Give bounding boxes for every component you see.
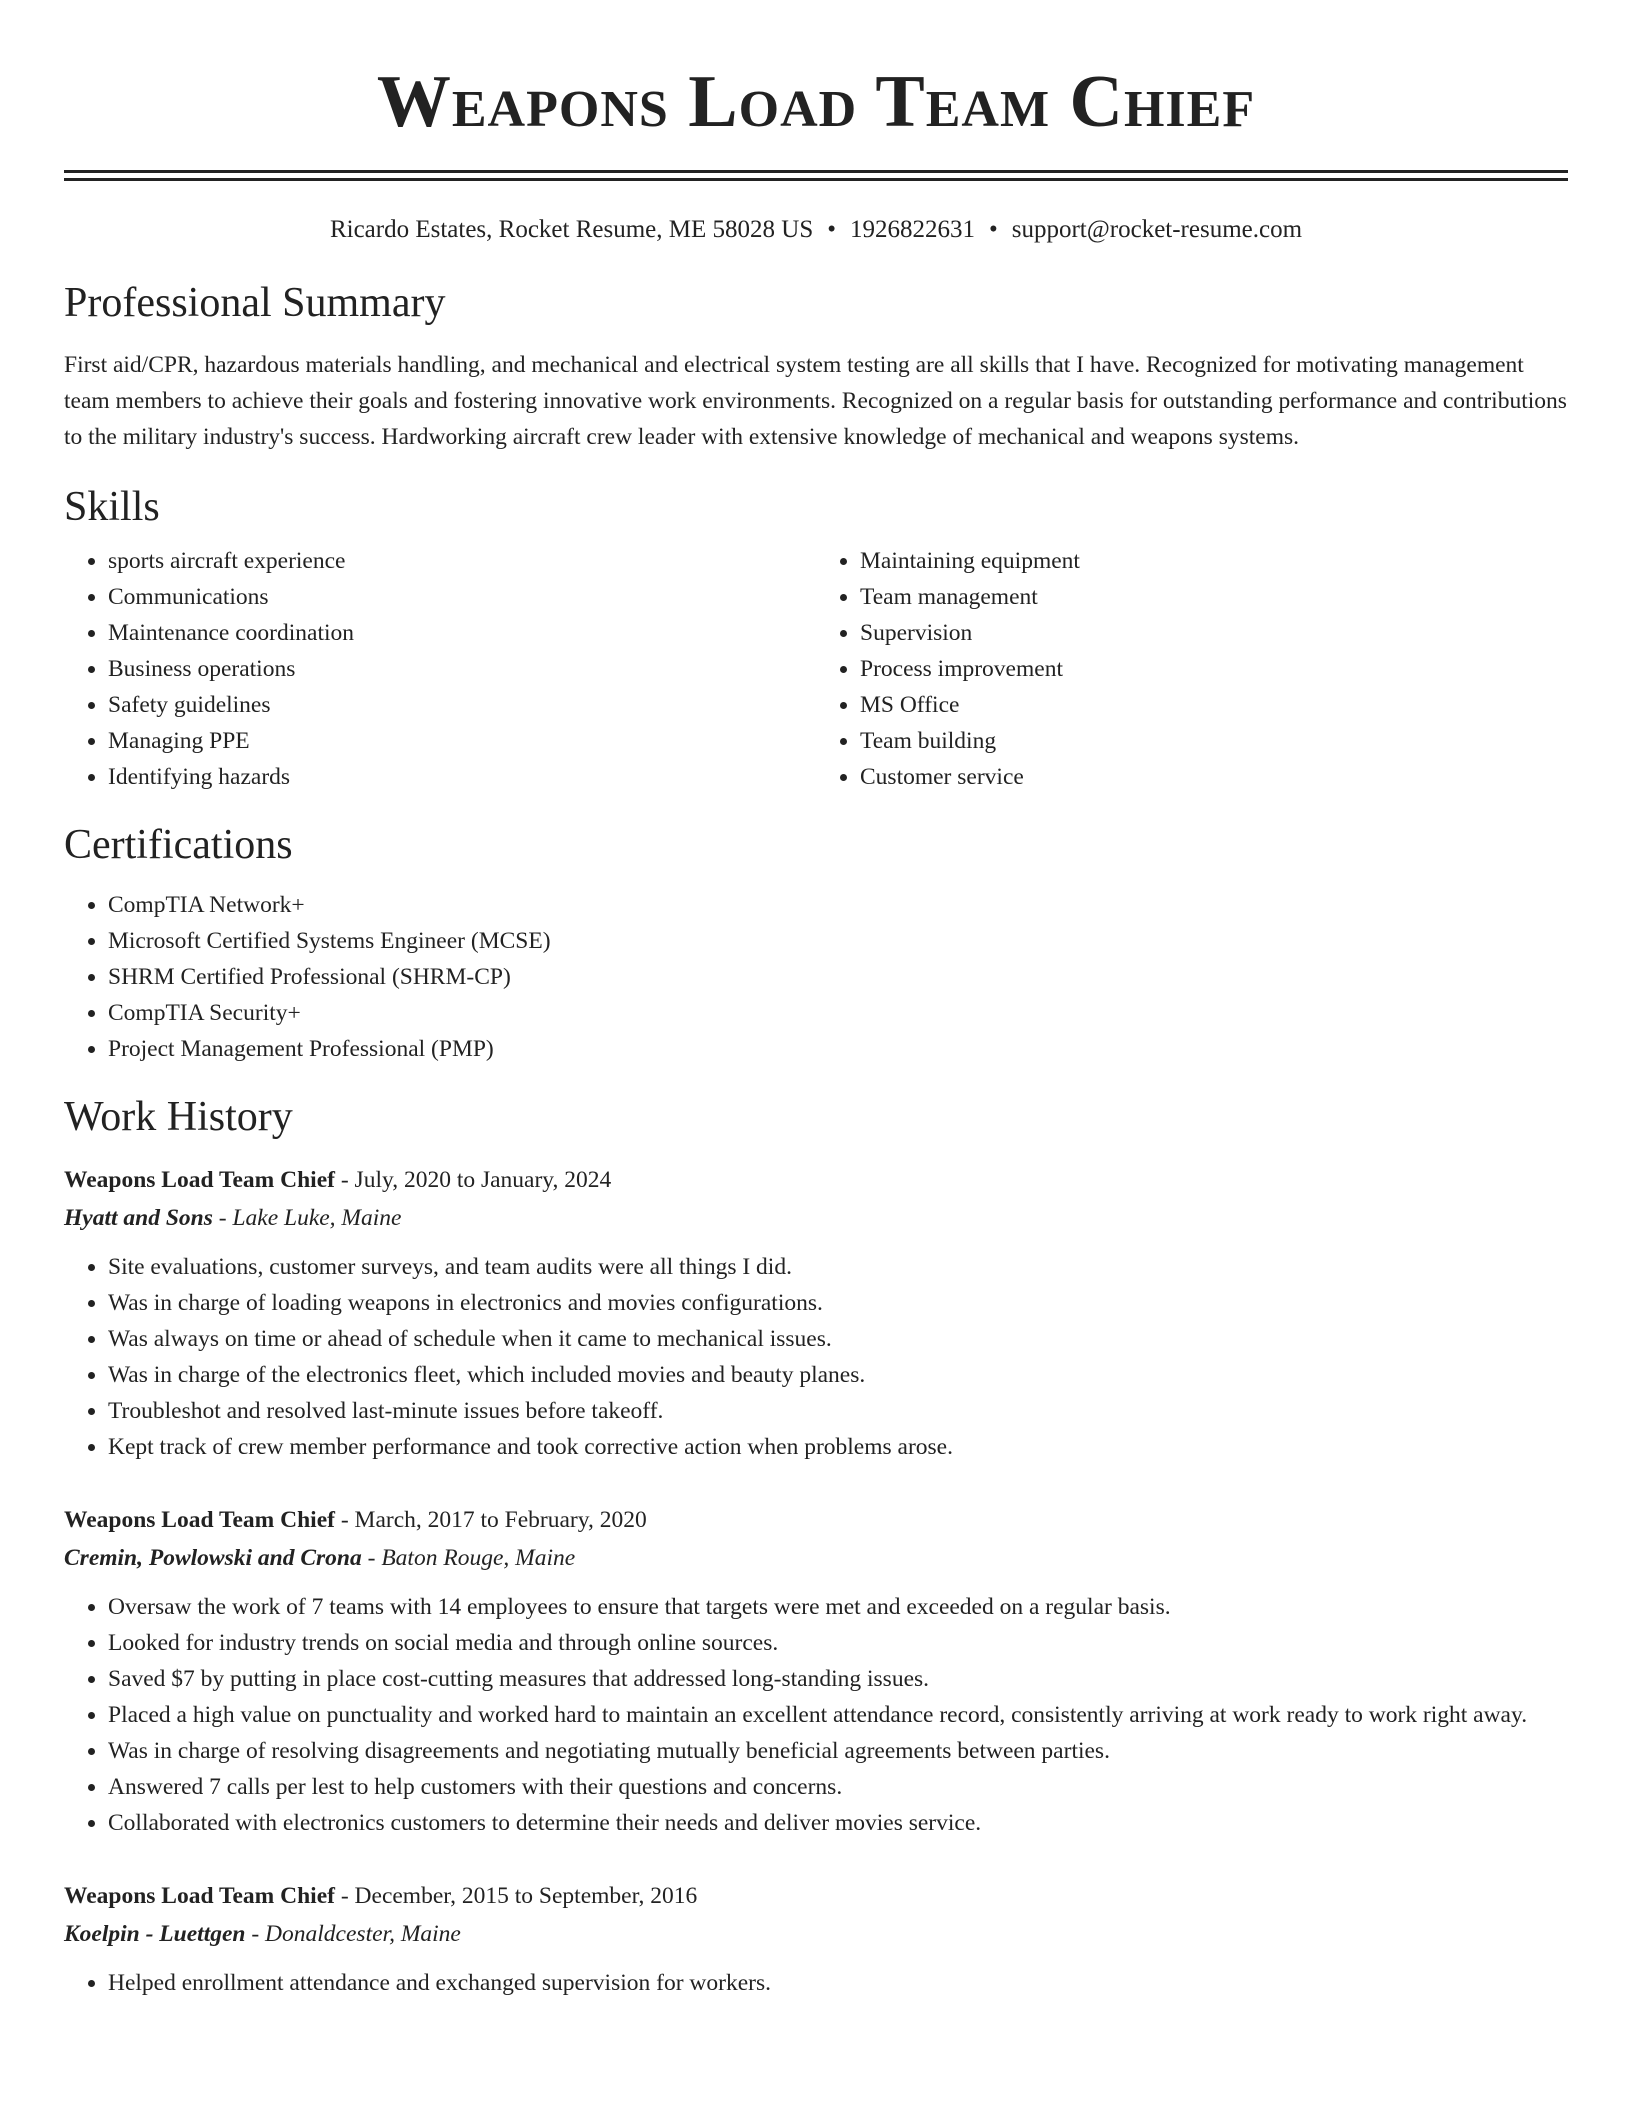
job-bullet: • Was in charge of the electronics fleet, which included movies and beauty planes.	[108, 1357, 1568, 1393]
job-bullet: • Oversaw the work of 7 teams with 14 employees to ensure that targets were met and exceeded on a regular basis.	[108, 1589, 1568, 1625]
certification-item: • SHRM Certified Professional (SHRM-CP)	[108, 959, 1568, 995]
job-title: Weapons Load Team Chief	[64, 1167, 335, 1193]
job-bullet: • Answered 7 calls per lest to help customers with their questions and concerns.	[108, 1769, 1568, 1805]
job-location: - Lake Luke, Maine	[212, 1205, 402, 1231]
certification-item: • CompTIA Network+	[108, 887, 1568, 923]
job-bullet: • Helped enrollment attendance and exchanged supervision for workers.	[108, 1965, 1568, 2001]
skills-grid	[64, 543, 1568, 795]
summary-heading: Professional Summary	[64, 280, 446, 326]
skill-item: • sports aircraft experience	[108, 543, 816, 579]
job-company-line	[64, 1915, 1568, 1953]
contact-separator: •	[827, 216, 836, 243]
job-dates: - July, 2020 to January, 2024	[334, 1167, 612, 1193]
summary-text: First aid/CPR, hazardous materials handling, and mechanical and electrical system testing are all skills that I have. Recognized for motivating management team members to achieve their goals and fostering innovative work environments. Recognized on a regular basis for outstanding performance and contributions to the military industry's success. Hardworking aircraft crew leader with extensive knowledge of mechanical and weapons systems.	[64, 352, 1567, 450]
job-entry	[64, 1877, 1568, 2001]
job-bullet: • Was in charge of loading weapons in electronics and movies configurations.	[108, 1285, 1568, 1321]
job-bullets	[64, 1965, 1568, 2001]
skills-list-left	[64, 543, 816, 795]
header-divider-bottom	[64, 178, 1568, 181]
contact-line	[64, 215, 1568, 245]
certification-item: • CompTIA Security+	[108, 995, 1568, 1031]
job-bullet: • Looked for industry trends on social media and through online sources.	[108, 1625, 1568, 1661]
skill-item: • Managing PPE	[108, 723, 816, 759]
resume-title: Weapons Load Team Chief	[376, 61, 1256, 143]
job-bullet: • Saved $7 by putting in place cost-cutting measures that addressed long-standing issues.	[108, 1661, 1568, 1697]
job-location: - Baton Rouge, Maine	[361, 1545, 576, 1571]
job-bullets	[64, 1589, 1568, 1841]
skill-item: • Maintaining equipment	[860, 543, 1568, 579]
certifications-heading: Certifications	[64, 822, 293, 868]
job-bullet: • Placed a high value on punctuality and worked hard to maintain an excellent attendance record, consistently arriving at work ready to work right away.	[108, 1697, 1568, 1733]
job-bullet: • Was always on time or ahead of schedule when it came to mechanical issues.	[108, 1321, 1568, 1357]
certifications-list	[64, 887, 1568, 1067]
job-company: Koelpin - Luettgen	[64, 1921, 246, 1947]
job-company-line	[64, 1539, 1568, 1577]
contact-separator: •	[988, 216, 998, 243]
job-title: Weapons Load Team Chief	[64, 1883, 335, 1909]
skill-item: • Business operations	[108, 651, 816, 687]
skill-item: • Process improvement	[860, 651, 1568, 687]
contact-phone: 1926822631	[849, 216, 975, 243]
skill-item: • Team building	[860, 723, 1568, 759]
job-bullet: • Site evaluations, customer surveys, and team audits were all things I did.	[108, 1249, 1568, 1285]
skill-item: • Safety guidelines	[108, 687, 816, 723]
skill-item: • Team management	[860, 579, 1568, 615]
certification-item: • Microsoft Certified Systems Engineer (MCSE)	[108, 923, 1568, 959]
job-entry	[64, 1161, 1568, 1465]
job-company: Hyatt and Sons	[64, 1205, 213, 1231]
job-bullet: • Collaborated with electronics customers to determine their needs and deliver movies service.	[108, 1805, 1568, 1841]
job-bullets	[64, 1249, 1568, 1465]
header-divider-top	[64, 170, 1568, 173]
job-title: Weapons Load Team Chief	[64, 1507, 335, 1533]
job-company: Cremin, Powlowski and Crona	[64, 1545, 362, 1571]
job-title-line	[64, 1877, 1568, 1915]
work-history-heading: Work History	[64, 1094, 293, 1140]
contact-address: Ricardo Estates, Rocket Resume, ME 58028 US	[329, 216, 814, 243]
job-bullet: • Kept track of crew member performance and took corrective action when problems arose.	[108, 1429, 1568, 1465]
skill-item: • Identifying hazards	[108, 759, 816, 795]
job-location: - Donaldcester, Maine	[245, 1921, 461, 1947]
skill-item: • MS Office	[860, 687, 1568, 723]
skill-item: • Maintenance coordination	[108, 615, 816, 651]
job-company-line	[64, 1199, 1568, 1237]
skill-item: • Communications	[108, 579, 816, 615]
skill-item: • Supervision	[860, 615, 1568, 651]
skills-list-right	[816, 543, 1568, 795]
job-title-line	[64, 1501, 1568, 1539]
job-title-line	[64, 1161, 1568, 1199]
job-dates: - March, 2017 to February, 2020	[334, 1507, 647, 1533]
contact-email: support@rocket-resume.com	[1011, 216, 1303, 243]
job-entry	[64, 1501, 1568, 1841]
certification-item: • Project Management Professional (PMP)	[108, 1031, 1568, 1067]
job-dates: - December, 2015 to September, 2016	[334, 1883, 698, 1909]
skills-heading: Skills	[64, 484, 160, 530]
skill-item: • Customer service	[860, 759, 1568, 795]
job-bullet: • Troubleshot and resolved last-minute issues before takeoff.	[108, 1393, 1568, 1429]
job-bullet: • Was in charge of resolving disagreements and negotiating mutually beneficial agreements between parties.	[108, 1733, 1568, 1769]
